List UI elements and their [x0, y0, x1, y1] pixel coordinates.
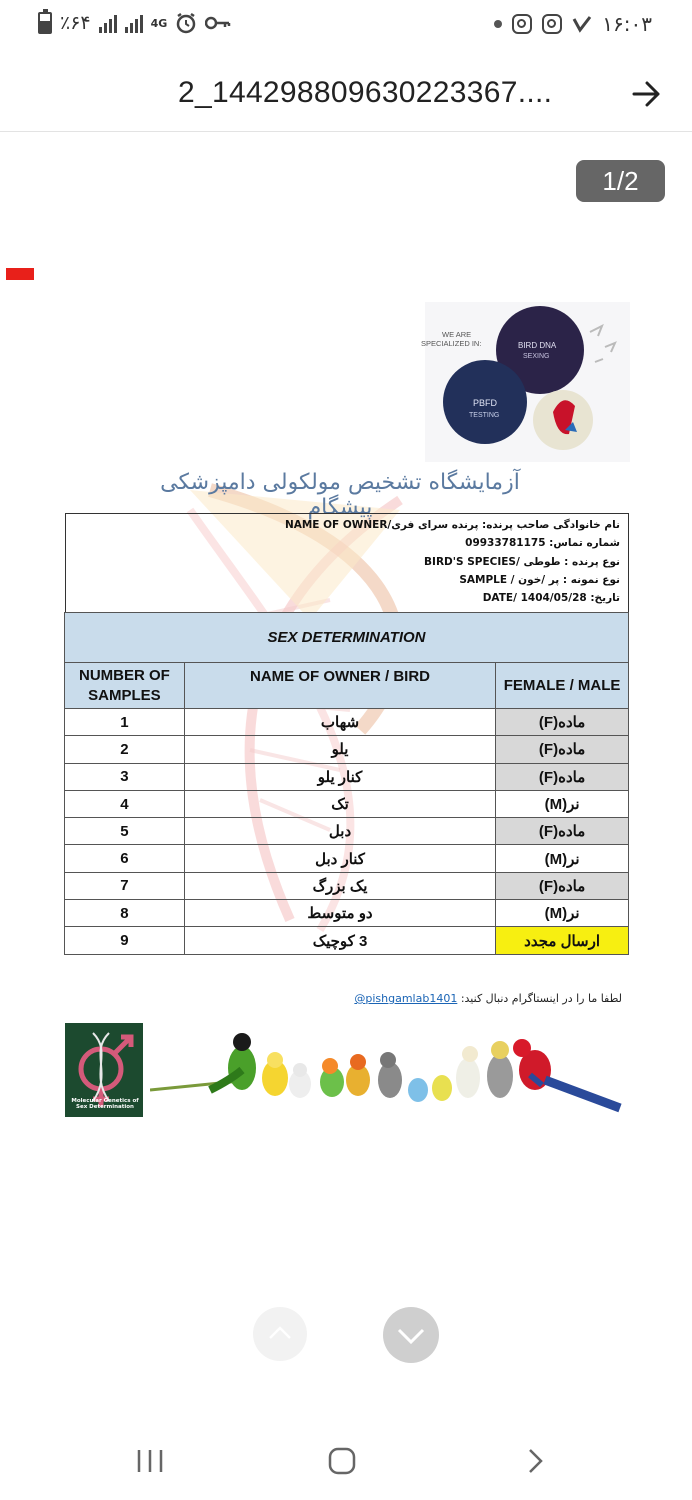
phone-number: شماره تماس: 09933781175 [465, 537, 620, 549]
table-row [65, 736, 629, 763]
logo-bird-dna: BIRD DNA [518, 341, 557, 350]
bird-name: یلو [184, 736, 495, 763]
col-female-male: FEMALE / MALE [496, 663, 629, 709]
home-icon[interactable] [327, 1446, 357, 1476]
sample-number: 3 [65, 763, 185, 790]
viewer-header [0, 60, 692, 132]
sex-result: نر(M) [496, 790, 629, 817]
col-number-samples: NUMBER OF SAMPLES [65, 663, 185, 709]
sample-number: 7 [65, 872, 185, 899]
table-header-row [65, 663, 629, 709]
col-owner-bird: NAME OF OWNER / BIRD [184, 663, 495, 709]
owner-info-box [65, 513, 629, 613]
key-icon [205, 15, 231, 31]
bird-name: 3 کوچیک [184, 927, 495, 954]
results-table [64, 612, 629, 955]
table-row [65, 927, 629, 954]
table-row [65, 763, 629, 790]
bird-name: دبل [184, 818, 495, 845]
lab-logo [415, 302, 630, 462]
logo-sexing: SEXING [523, 353, 550, 360]
status-right [494, 12, 652, 36]
arrow-right-icon[interactable] [626, 74, 666, 114]
table-row [65, 872, 629, 899]
lab-title: آزمایشگاه تشخیص مولکولی دامپزشکی پیشگام [160, 470, 520, 520]
table-row [65, 709, 629, 736]
sex-result: نر(M) [496, 900, 629, 927]
instagram-handle-link[interactable]: @pishgamlab1401 [354, 992, 458, 1005]
chevron-down-icon [383, 1307, 439, 1363]
file-name: 2_144298809630223367.... [178, 76, 553, 109]
sex-result: ماده(F) [496, 872, 629, 899]
bird-name: دو متوسط [184, 900, 495, 927]
status-bar [0, 0, 692, 52]
table-row [65, 900, 629, 927]
sample-number: 2 [65, 736, 185, 763]
sex-result: ماده(F) [496, 709, 629, 736]
bird-species: BIRD'S SPECIES/ نوع پرنده : طوطی [424, 556, 620, 568]
check-icon [572, 15, 592, 33]
table-row [65, 790, 629, 817]
sex-result: ارسال مجدد [496, 927, 629, 954]
battery-icon [38, 12, 52, 34]
signal-icon [125, 13, 143, 33]
chevron-up-icon [253, 1307, 307, 1361]
page-indicator: 1/2 [576, 160, 665, 202]
report-date: DATE/ تاریخ: 1404/05/28 [482, 592, 620, 604]
battery-level: ٪۶۴ [60, 12, 91, 34]
sex-result: ماده(F) [496, 736, 629, 763]
owner-name: NAME OF OWNER/نام خانوادگی صاحب پرنده: پرنده سرای فری [284, 519, 620, 531]
bird-name: یک بزرگ [184, 872, 495, 899]
sample-type: SAMPLE / نوع نمونه : پر /خون [459, 574, 620, 586]
signal-icon [99, 13, 117, 33]
sample-number: 4 [65, 790, 185, 817]
logo-pbfd: PBFD [473, 398, 498, 408]
sex-result: نر(M) [496, 845, 629, 872]
notification-dot-icon [494, 20, 502, 28]
instagram-text: لطفا ما را در اینستاگرام دنبال کنید: [460, 992, 622, 1005]
clock: ۱۶:۰۳ [602, 12, 652, 36]
instagram-icon [542, 14, 562, 34]
instagram-line [250, 992, 622, 1005]
mg-logo-caption: Molecular Genetics of Sex Determination [71, 1098, 139, 1110]
system-nav-bar [0, 1430, 692, 1494]
document-page [0, 290, 692, 1120]
birds-illustration [150, 1020, 628, 1120]
network-4g-icon: 4G [150, 16, 168, 30]
sample-number: 6 [65, 845, 185, 872]
table-row [65, 818, 629, 845]
previous-page-button[interactable] [253, 1307, 307, 1361]
bird-name: تک [184, 790, 495, 817]
status-left [38, 12, 231, 34]
sex-result: ماده(F) [496, 763, 629, 790]
table-title-row [65, 613, 629, 663]
alarm-icon [175, 12, 197, 34]
bird-name: کنار دبل [184, 845, 495, 872]
sample-number: 8 [65, 900, 185, 927]
recents-icon[interactable] [134, 1446, 166, 1476]
back-icon[interactable] [522, 1446, 548, 1476]
next-page-button[interactable] [383, 1307, 439, 1363]
red-marker [6, 268, 34, 280]
table-title: SEX DETERMINATION [65, 613, 629, 663]
table-row [65, 845, 629, 872]
sex-result: ماده(F) [496, 818, 629, 845]
logo-specialized: SPECIALIZED IN: [421, 339, 482, 348]
logo-testing: TESTING [469, 412, 500, 419]
sample-number: 5 [65, 818, 185, 845]
logo-we-are: WE ARE [442, 330, 472, 339]
bird-name: شهاب [184, 709, 495, 736]
sample-number: 9 [65, 927, 185, 954]
bird-name: کنار یلو [184, 763, 495, 790]
sample-number: 1 [65, 709, 185, 736]
instagram-icon [512, 14, 532, 34]
